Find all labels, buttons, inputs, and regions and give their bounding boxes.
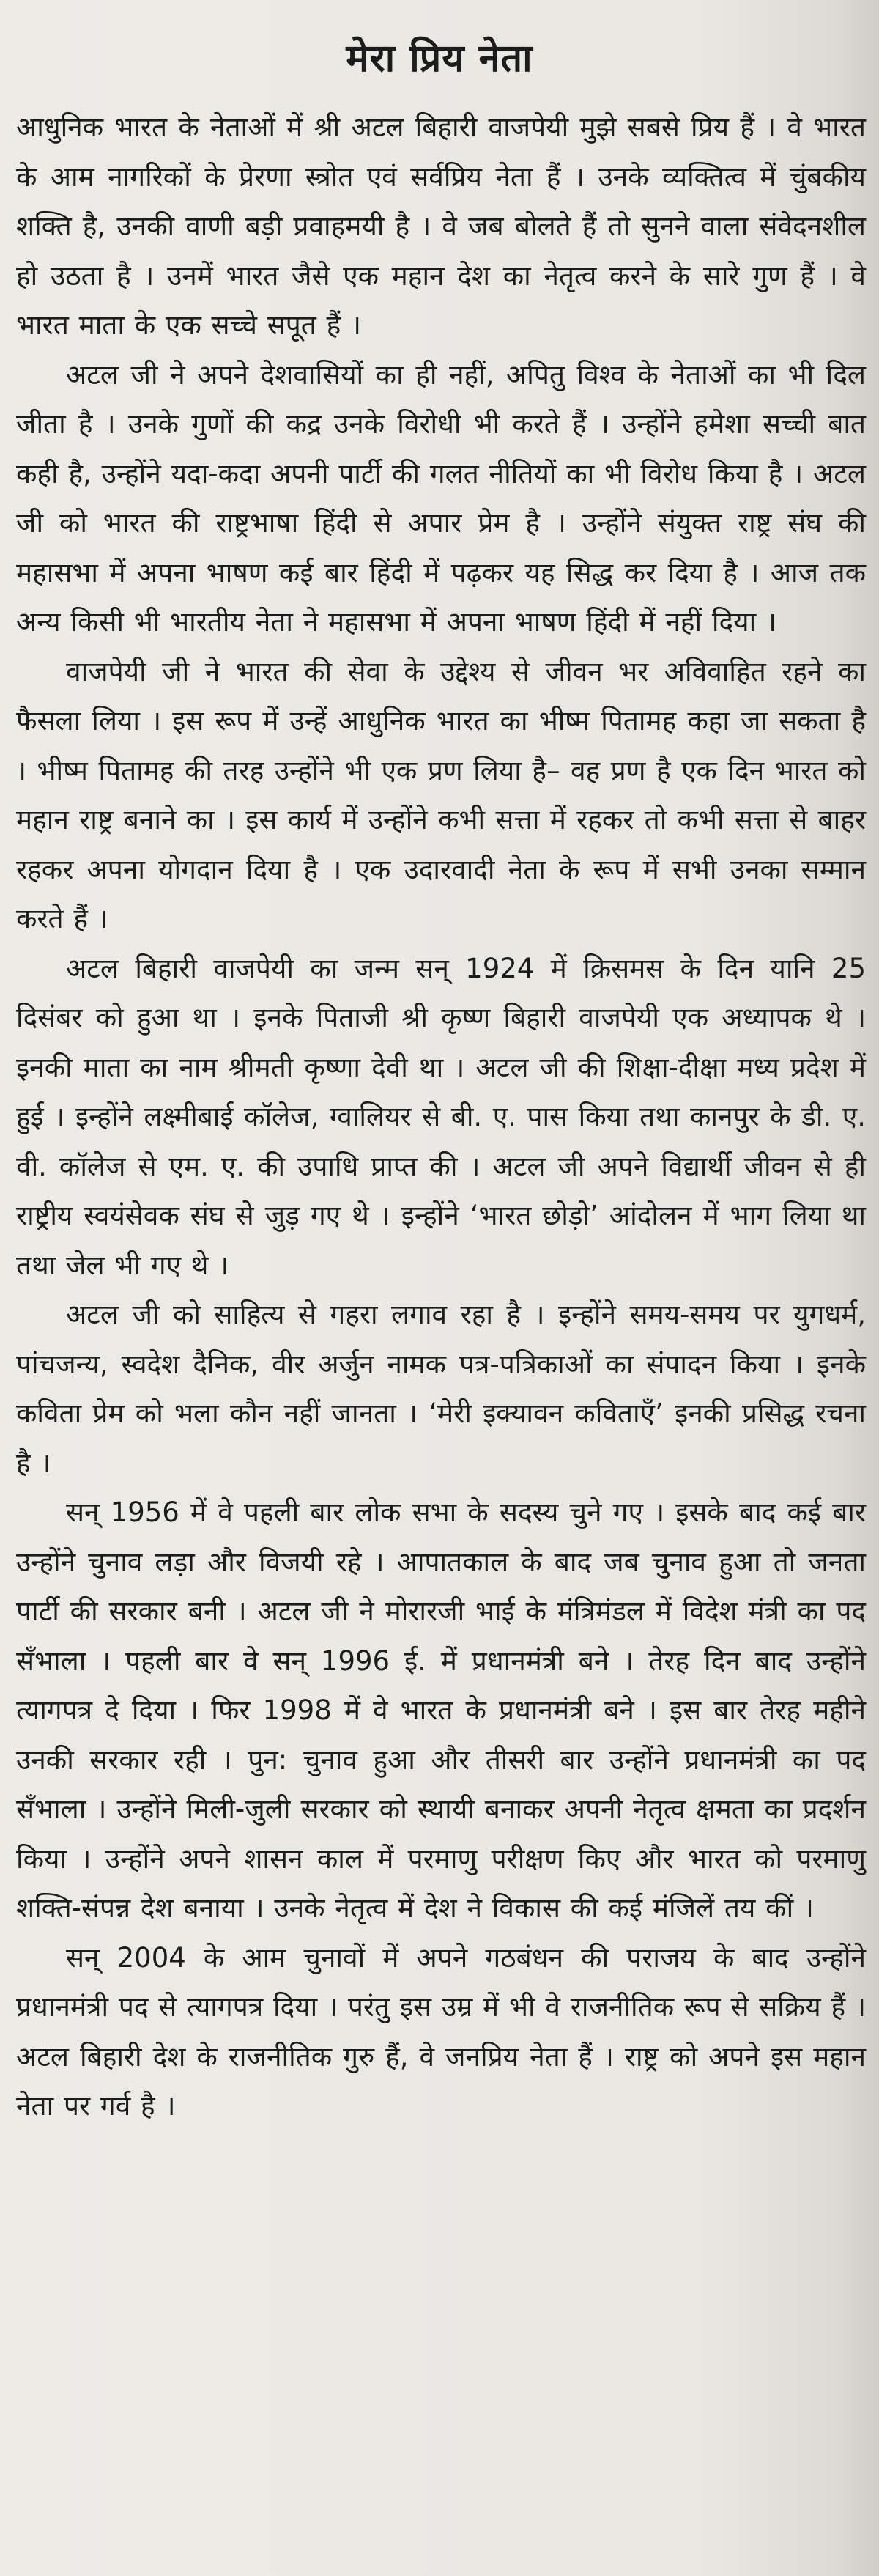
page-title: मेरा प्रिय नेता [346, 37, 533, 81]
paragraph-admiration: अटल जी ने अपने देशवासियों का ही नहीं, अपितु विश्व के नेताओं का भी दिल जीता है । उनके गुणों की कद्र उनके विरोधी भी करते हैं । उन्होंने हमेशा सच्ची बात कही है, उन्होंने यदा-कदा अपनी पार्टी की गलत नीतियों का भी विरोध किया है । अटल जी को भारत की राष्ट्रभाषा हिंदी से अपार प्रेम है । उन्होंने संयुक्त राष्ट्र संघ की महासभा में अपना भाषण कई बार हिंदी में पढ़कर यह सिद्ध कर दिया है । आज तक अन्य किसी भी भारतीय नेता ने महासभा में अपना भाषण हिंदी में नहीं दिया । [16, 358, 866, 638]
essay-body [16, 103, 866, 2131]
paragraph-political-career: सन् 1956 में वे पहली बार लोक सभा के सदस्य चुने गए । इसके बाद कई बार उन्होंने चुनाव लड़ा और विजयी रहे । आपातकाल के बाद जब चुनाव हुआ तो जनता पार्टी की सरकार बनी । अटल जी ने मोरारजी भाई के मंत्रिमंडल में विदेश मंत्री का पद सँभाला । पहली बार वे सन् 1996 ई. में प्रधानमंत्री बने । तेरह दिन बाद उन्होंने त्यागपत्र दे दिया । फिर 1998 में वे भारत के प्रधानमंत्री बने । इस बार तेरह महीने उनकी सरकार रही । पुन: चुनाव हुआ और तीसरी बार उन्होंने प्रधानमंत्री का पद सँभाला । उन्होंने मिली-जुली सरकार को स्थायी बनाकर अपनी नेतृत्व क्षमता का प्रदर्शन किया । उन्होंने अपने शासन काल में परमाणु परीक्षण किए और भारत को परमाणु शक्ति-संपन्न देश बनाया । उनके नेतृत्व में देश ने विकास की कई मंजिलें तय कीं । [16, 1496, 866, 1924]
paragraph-service: वाजपेयी जी ने भारत की सेवा के उद्देश्य से जीवन भर अविवाहित रहने का फैसला लिया । इस रूप में उन्हें आधुनिक भारत का भीष्म पितामह कहा जा सकता है । भीष्म पितामह की तरह उन्होंने भी एक प्रण लिया है– वह प्रण है एक दिन भारत को महान राष्ट्र बनाने का । इस कार्य में उन्होंने कभी सत्ता में रहकर तो कभी सत्ता से बाहर रहकर अपना योगदान दिया है । एक उदारवादी नेता के रूप में सभी उनका सम्मान करते हैं । [16, 655, 866, 934]
paragraph-early-life: अटल बिहारी वाजपेयी का जन्म सन् 1924 में क्रिसमस के दिन यानि 25 दिसंबर को हुआ था । इनके पिताजी श्री कृष्ण बिहारी वाजपेयी एक अध्यापक थे । इनकी माता का नाम श्रीमती कृष्णा देवी था । अटल जी की शिक्षा-दीक्षा मध्य प्रदेश में हुई । इन्होंने लक्ष्मीबाई कॉलेज, ग्वालियर से बी. ए. पास किया तथा कानपुर के डी. ए. वी. कॉलेज से एम. ए. की उपाधि प्राप्त की । अटल जी अपने विद्यार्थी जीवन से ही राष्ट्रीय स्वयंसेवक संघ से जुड़ गए थे । इन्होंने ‘भारत छोड़ो’ आंदोलन में भाग लिया था तथा जेल भी गए थे । [16, 952, 866, 1281]
paragraph-literature: अटल जी को साहित्य से गहरा लगाव रहा है । इन्होंने समय-समय पर युगधर्म, पांचजन्य, स्वदेश दैनिक, वीर अर्जुन नामक पत्र-पत्रिकाओं का संपादन किया । इनके कविता प्रेम को भला कौन नहीं जानता । ‘मेरी इक्यावन कविताएँ’ इनकी प्रसिद्ध रचना है । [16, 1299, 866, 1479]
paragraph-intro: आधुनिक भारत के नेताओं में श्री अटल बिहारी वाजपेयी मुझे सबसे प्रिय हैं । वे भारत के आम नागरिकों के प्रेरणा स्त्रोत एवं सर्वप्रिय नेता हैं । उनके व्यक्तित्व में चुंबकीय शक्ति है, उनकी वाणी बड़ी प्रवाहमयी है । वे जब बोलते हैं तो सुनने वाला संवेदनशील हो उठता है । उनमें भारत जैसे एक महान देश का नेतृत्व करने के सारे गुण हैं । वे भारत माता के एक सच्चे सपूत हैं । [16, 111, 866, 341]
paragraph-conclusion: सन् 2004 के आम चुनावों में अपने गठबंधन की पराजय के बाद उन्होंने प्रधानमंत्री पद से त्यागपत्र दिया । परंतु इस उम्र में भी वे राजनीतिक रूप से सक्रिय हैं । अटल बिहारी देश के राजनीतिक गुरु हैं, वे जनप्रिय नेता हैं । राष्ट्र को अपने इस महान नेता पर गर्व है । [16, 1941, 866, 2122]
